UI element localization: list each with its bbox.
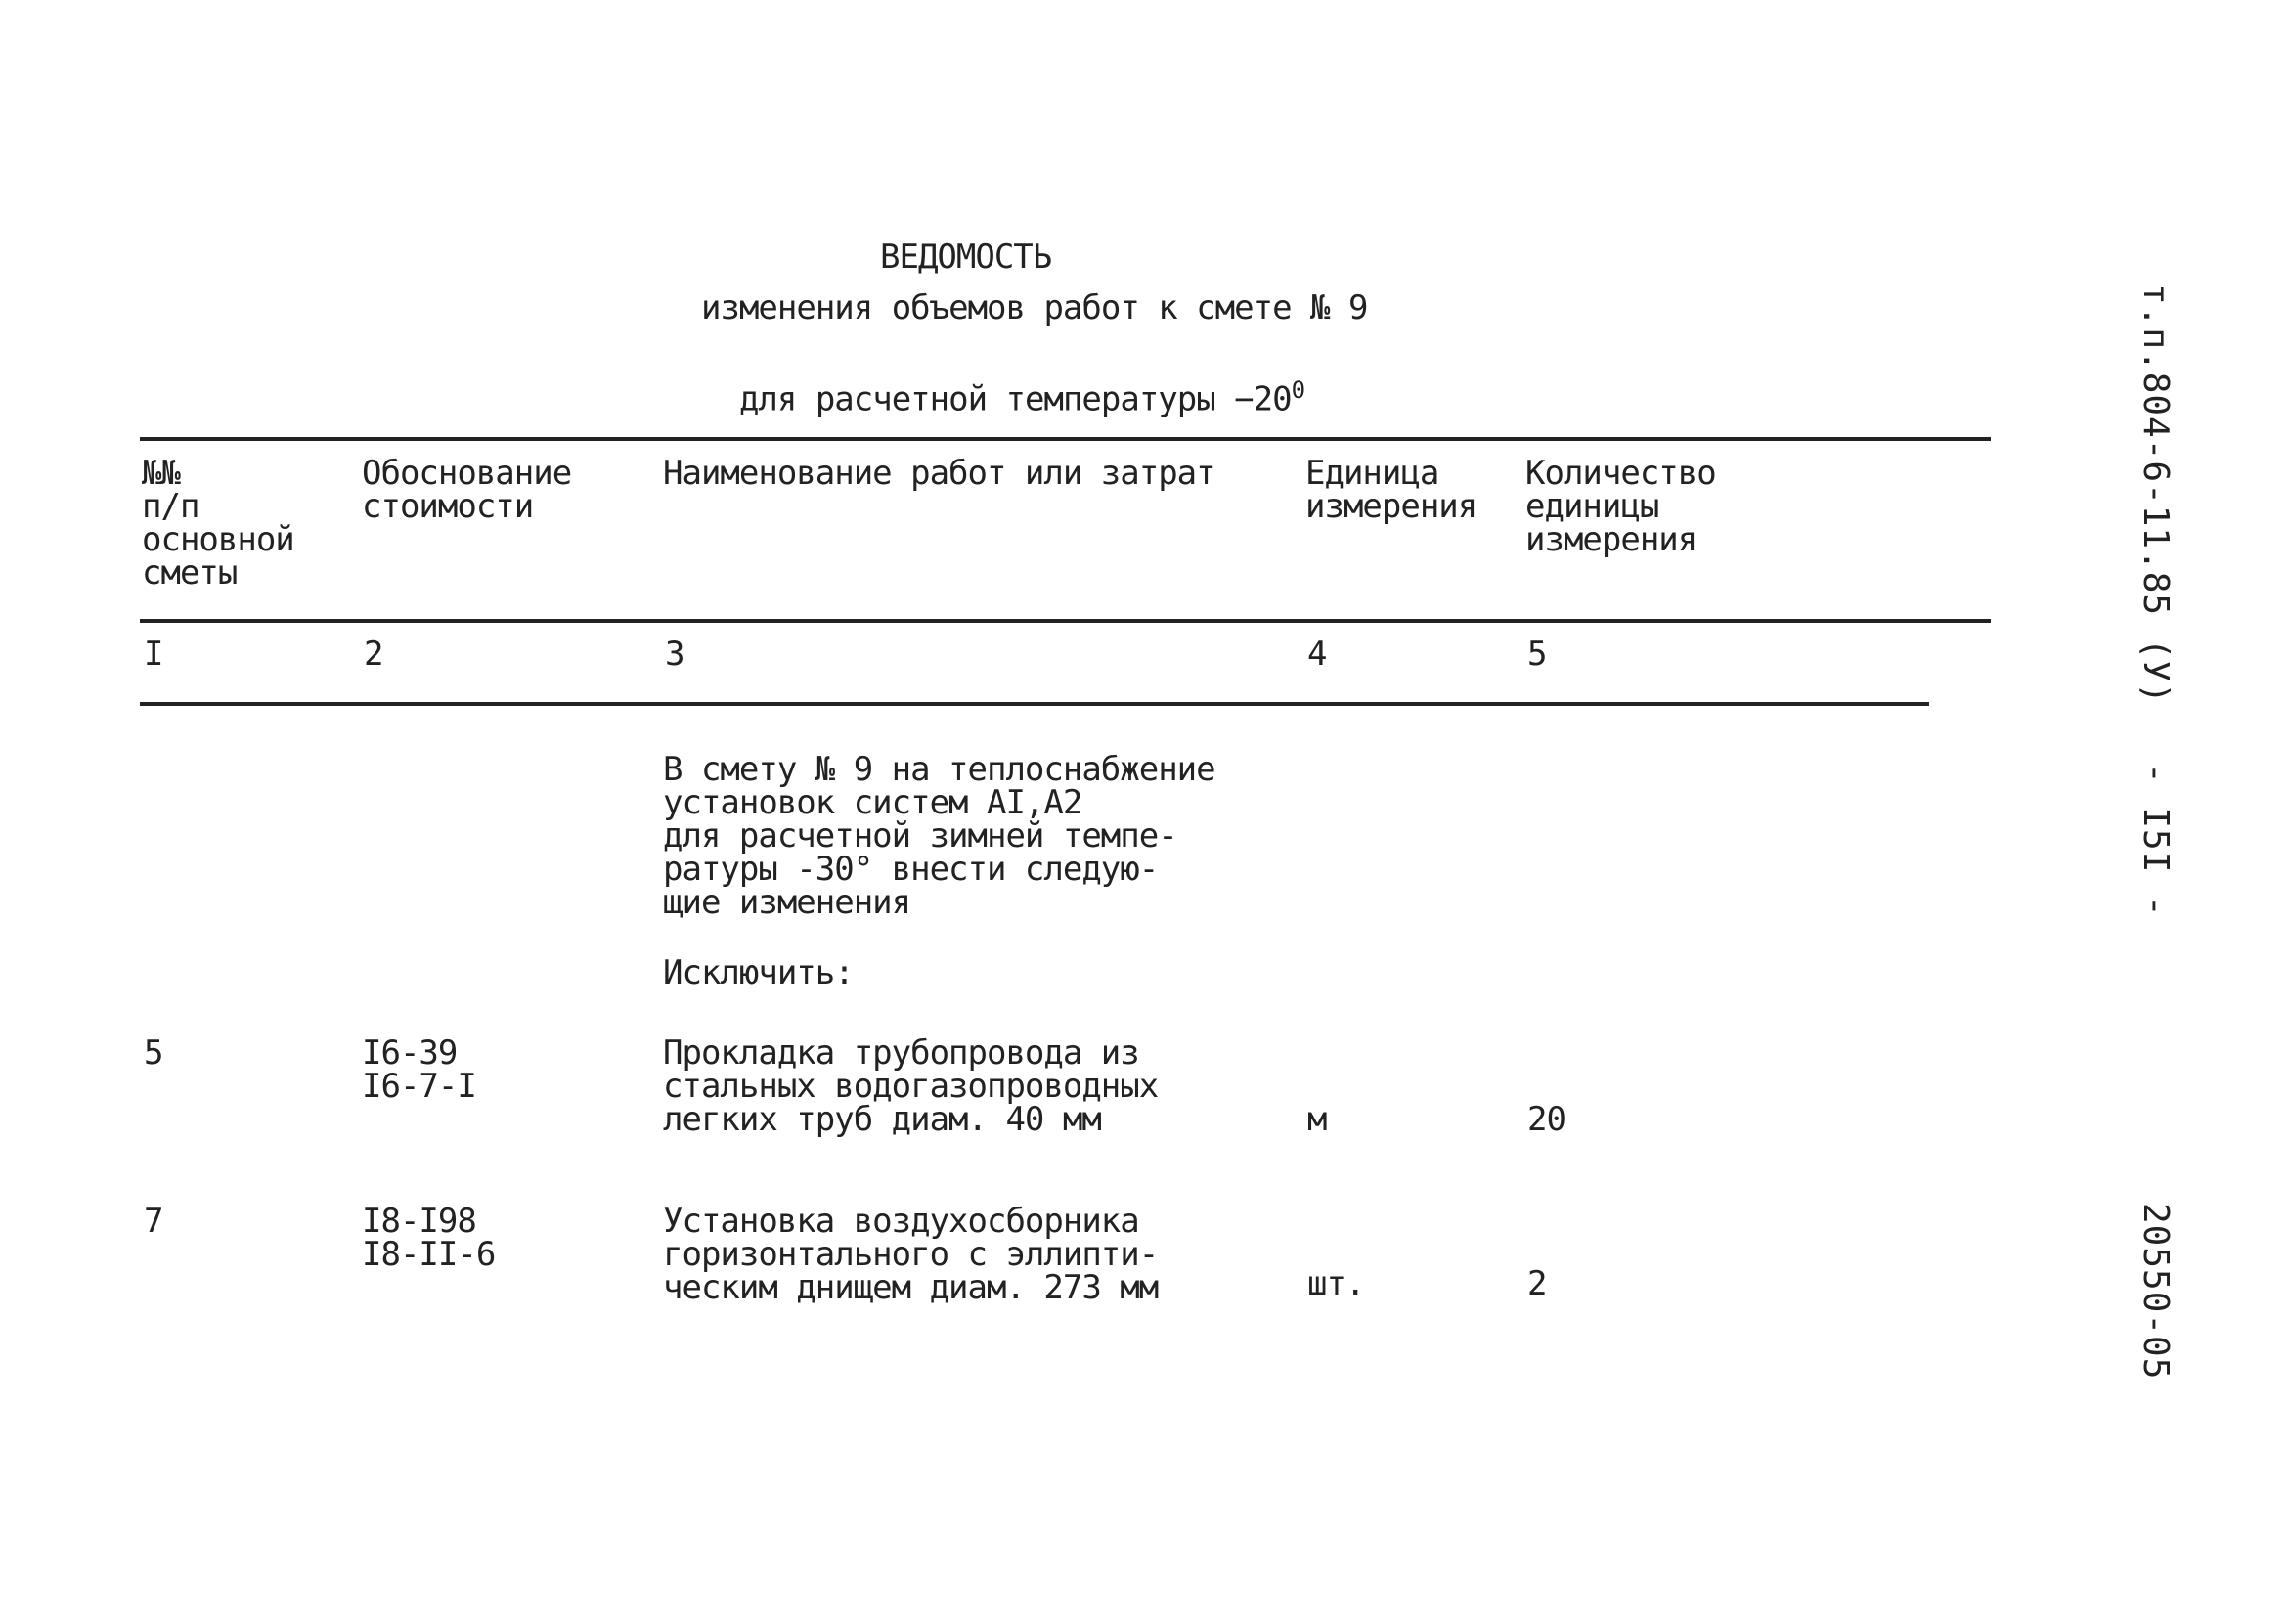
table-row-num: 7	[144, 1202, 163, 1241]
table-top-rule	[140, 437, 1991, 441]
table-row-num: 5	[144, 1033, 163, 1073]
column-number-3: 3	[665, 635, 684, 674]
document-subtitle-line2	[701, 337, 1304, 418]
table-row-unit: шт.	[1307, 1264, 1365, 1303]
table-row-basis: I8-I98 I8-II-6	[362, 1202, 496, 1274]
table-row-name: Установка воздухосборника горизонтального с эллипти- ческим днищем диам. 273 мм	[663, 1202, 1159, 1307]
column-number-1: I	[144, 635, 163, 674]
column-number-2: 2	[364, 635, 383, 674]
section-heading: Исключить:	[663, 953, 854, 992]
table-row-qty: 2	[1527, 1264, 1547, 1303]
subtitle-line2-text: для расчетной температуры −20	[738, 379, 1292, 419]
column-header-qty: Количество единицы измерения	[1525, 454, 1716, 559]
table-row-basis: I6-39 I6-7-I	[362, 1033, 476, 1106]
table-row-qty: 20	[1527, 1100, 1565, 1139]
column-header-unit: Единица измерения	[1305, 454, 1477, 526]
side-page-number: - I5I -	[2136, 763, 2176, 918]
degree-superscript: 0	[1291, 376, 1305, 404]
column-number-5: 5	[1527, 635, 1547, 674]
table-row-name: Прокладка трубопровода из стальных водогазопроводных легких труб диам. 40 мм	[663, 1033, 1159, 1139]
document-title: ВЕДОМОСТЬ	[880, 238, 1052, 277]
column-header-num: №№ п/п основной сметы	[142, 454, 294, 593]
column-header-basis: Обоснование стоимости	[362, 454, 572, 526]
column-header-name: Наименование работ или затрат	[663, 454, 1215, 493]
side-registration-number: 20550-05	[2136, 1203, 2176, 1381]
side-document-code: т.п.804-6-11.85 (У)	[2136, 284, 2176, 705]
column-number-4: 4	[1307, 635, 1327, 674]
header-bottom-rule	[140, 619, 1991, 623]
table-row-unit: м	[1307, 1100, 1327, 1139]
intro-text: В смету № 9 на теплоснабжение установок систем AI,A2 для расчетной зимней темпе- ратуры -30° внести следую- щие изменения	[663, 750, 1215, 922]
column-numbers-rule	[140, 702, 1929, 706]
document-subtitle-line1: изменения объемов работ к смете № 9	[701, 288, 1368, 328]
